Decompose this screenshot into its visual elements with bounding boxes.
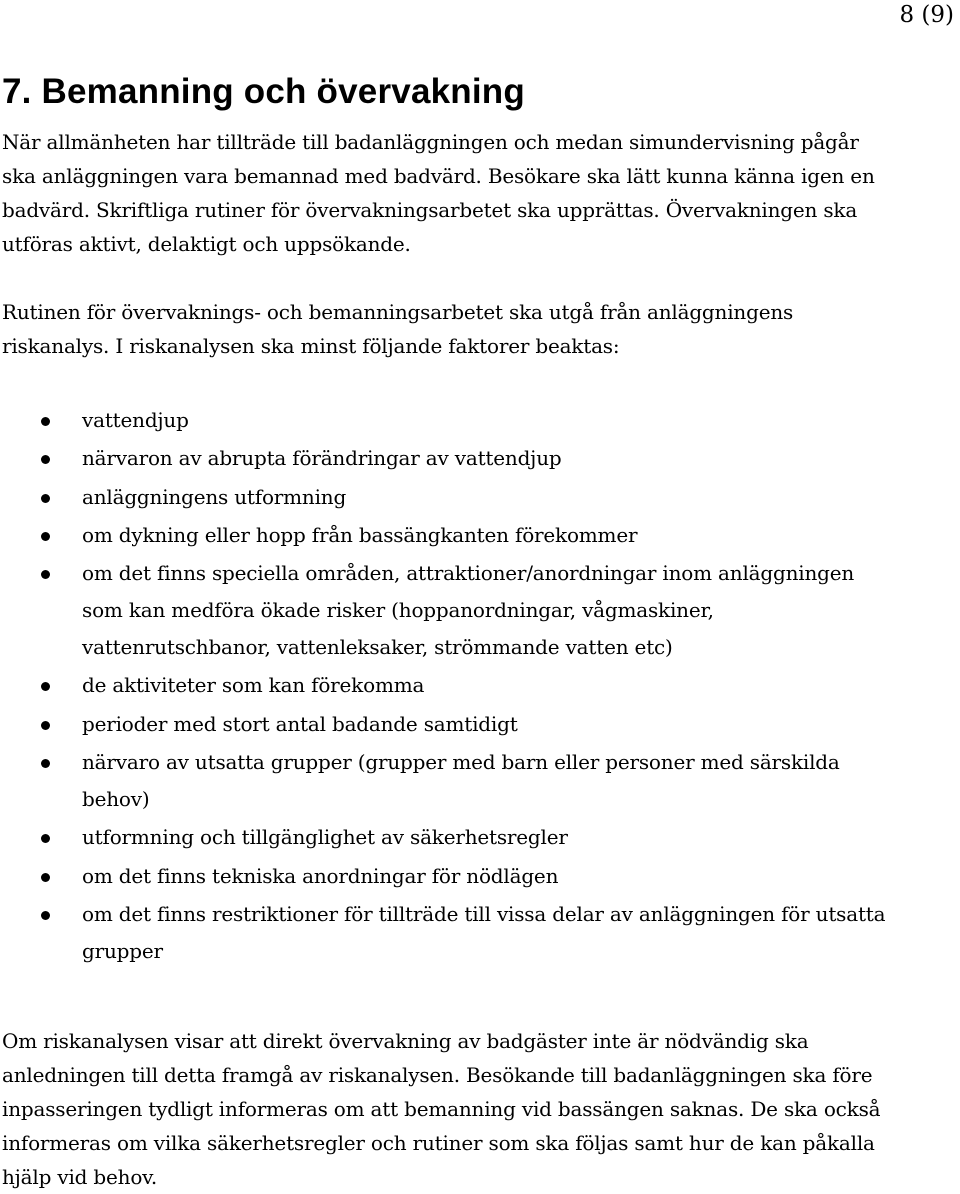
bullet-icon [41, 721, 50, 730]
list-item [0, 440, 900, 477]
list-item-text: om dykning eller hopp från bassängkanten förekommer [82, 522, 638, 547]
intro-paragraph: När allmänheten har tillträde till badanläggningen och medan simundervisning pågår ska anläggningen vara bemannad med badvärd. Besökare ska lätt kunna känna igen en badvärd. Skriftliga rutiner för övervakningsarbetet ska upprättas. Övervakningen ska utföras aktivt, delaktigt och uppsökande. [2, 130, 875, 256]
list-item-text: vattendjup [82, 408, 189, 432]
list-item [0, 402, 900, 439]
list-item-text: om det finns tekniska anordningar för nödlägen [82, 863, 559, 888]
bullet-icon [41, 911, 50, 920]
bullet-icon [41, 417, 50, 426]
list-item [0, 744, 900, 818]
bullet-icon [41, 494, 50, 503]
bullet-icon [41, 682, 50, 691]
bullet-icon [41, 570, 50, 579]
factor-list [0, 402, 900, 971]
list-item [0, 858, 900, 895]
list-item [0, 819, 900, 856]
list-item-text: utformning och tillgänglighet av säkerhetsregler [82, 825, 568, 850]
list-item-text: perioder med stort antal badande samtidigt [82, 711, 518, 736]
list-item-text: om det finns speciella områden, attraktioner/anordningar inom anläggningen som kan medföra ökade risker (hoppanordningar, vågmaskiner, vattenrutschbanor, vattenleksaker, strömmande vatten etc) [82, 561, 855, 660]
closing-paragraph: Om riskanalysen visar att direkt övervakning av badgäster inte är nödvändig ska anledningen till detta framgå av riskanalysen. Besökande till badanläggningen ska före inpasseringen tydligt informeras om att bemanning vid bassängen saknas. De ska också informeras om vilka säkerhetsregler och rutiner som ska följas samt hur de kan påkalla hjälp vid behov. [2, 1029, 881, 1189]
list-item-text: anläggningens utformning [82, 484, 347, 509]
list-item [0, 479, 900, 516]
section-heading: 7. Bemanning och övervakning [2, 72, 525, 111]
list-item [0, 517, 900, 554]
bullet-icon [41, 834, 50, 843]
page-number: 8 (9) [899, 2, 954, 28]
list-item [0, 896, 900, 970]
bullet-icon [41, 455, 50, 464]
list-item-text: närvaron av abrupta förändringar av vattendjup [82, 446, 562, 471]
bullet-icon [41, 759, 50, 768]
bullet-icon [41, 532, 50, 541]
riskanalys-paragraph: Rutinen för övervaknings- och bemanningsarbetet ska utgå från anläggningens riskanalys. I riskanalysen ska minst följande faktorer beaktas: [2, 300, 794, 358]
list-item-text: närvaro av utsatta grupper (grupper med barn eller personer med särskilda behov) [82, 750, 840, 812]
list-item [0, 667, 900, 704]
list-item-text: om det finns restriktioner för tillträde till vissa delar av anläggningen för utsatta grupper [82, 901, 886, 963]
list-item-text: de aktiviteter som kan förekomma [82, 673, 425, 698]
list-item [0, 706, 900, 743]
bullet-icon [41, 873, 50, 882]
list-item [0, 555, 900, 666]
